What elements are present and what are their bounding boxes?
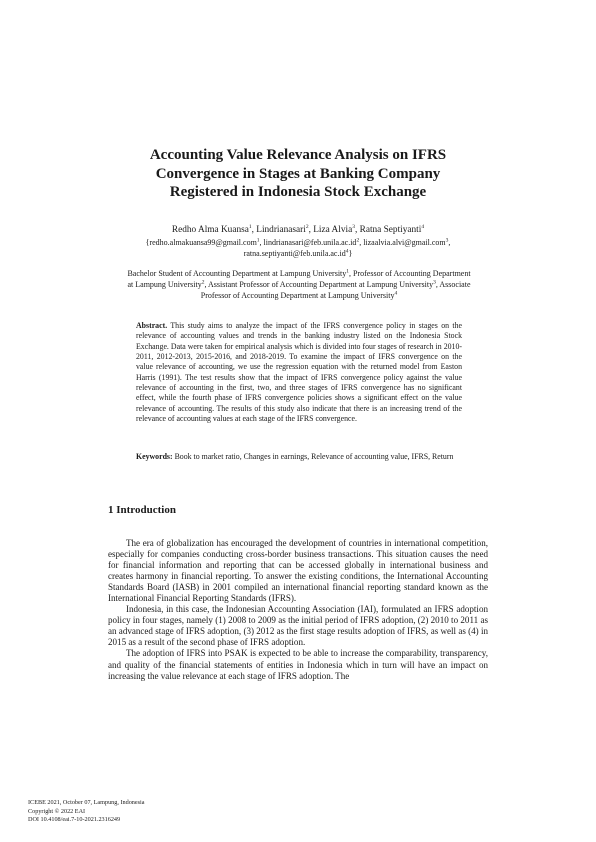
separator: , <box>308 225 314 235</box>
paragraph: The adoption of IFRS into PSAK is expected to be able to increase the comparability, transparency, and quality of the financial statements of entities in Indonesia which in turn will have an impact on increasing the value relevance at each stage of IFRS adoption. The <box>108 648 488 681</box>
brace: } <box>348 249 353 258</box>
author-index: 4 <box>421 223 425 230</box>
separator: , <box>354 225 360 235</box>
paragraph: The era of globalization has encouraged the development of countries in international competition, especially for companies conducting cross-border business transactions. This situation causes the need for financial information and reporting that can be accessed globally in international business and creates harmony in financial reporting. To answer the existing conditions, the International Accounting Standards Board (IASB) in 2001 compiled an international financial reporting standard known as the International Financial Reporting Standards (IFRS). <box>108 538 488 604</box>
copyright: Copyright © 2022 EAI <box>28 807 86 815</box>
affiliation-index: 4 <box>394 290 398 297</box>
paper-title <box>100 146 496 202</box>
affiliation: Bachelor Student of Accounting Department at Lampung University <box>127 269 347 278</box>
separator: , <box>251 225 257 235</box>
title-line: Registered in Indonesia Stock Exchange <box>169 184 427 200</box>
abstract-label: Abstract. <box>136 321 168 330</box>
abstract-text: This study aims to analyze the impact of the IFRS convergence policy in stages on the relevance of accounting values and trends in the banking industry listed on the Indonesia Stock Exchange. Data were taken for empirical analysis which is divided into four stages of research in 2010-2011, 2012-2013, 2015-2016, and 2018-2019. To examine the impact of IFRS convergence on the value relevance of accounting, we use the regression equation with the returned model from Easton Harris (1991). The test results show that the impact of IFRS convergence policy against the value relevance of accounting in the first, two, and three stages of IFRS convergence has no significant effect, while the fourth phase of IFRS convergence policies shows a significant effect on the value relevance of accounting. The results of this study also indicate that there is an increasing trend of the relevance of accounting values at each stage of the IFRS convergence. <box>136 321 462 424</box>
affiliation: , Assistant Professor of Accounting Department at Lampung University <box>204 280 434 289</box>
affiliation-index: 1 <box>346 268 350 275</box>
email-index: 1 <box>256 237 260 244</box>
doi[interactable]: DOI 10.4108/eai.7-10-2021.2316249 <box>28 816 121 824</box>
affiliations <box>124 268 474 301</box>
author-list <box>100 224 496 236</box>
affiliation: , Professor of Accounting Department at Lampung University <box>127 269 471 289</box>
section-heading: 1 Introduction <box>108 504 176 516</box>
section-body <box>108 538 488 682</box>
email-index: 3 <box>445 237 449 244</box>
title-line: Convergence in Stages at Banking Company <box>155 165 441 182</box>
email-link[interactable]: redho.almakuansa99@gmail.com <box>149 238 257 247</box>
affiliation-index: 3 <box>433 279 436 286</box>
author-name: Lindrianasari <box>256 225 306 235</box>
page-footer <box>28 799 145 825</box>
author-index: 3 <box>352 223 355 230</box>
author-name: Redho Alma Kuansa <box>171 225 249 235</box>
paragraph: Indonesia, in this case, the Indonesian Accounting Association (IAI), formulated an IFRS adoption policy in four stages, namely (1) 2008 to 2009 as the initial period of IFRS adoption, (2) 2010 to 2011 as an advanced stage of IFRS adoption, (3) 2012 as the first stage results adoption of IFRS, as well as (4) in 2015 as a result of the second phase of IFRS adoption. <box>108 604 488 648</box>
brace: { <box>145 238 150 247</box>
email-index: 4 <box>345 248 349 255</box>
email-link[interactable]: lizaalvia.alvi@gmail.com <box>363 238 446 247</box>
affiliation: , Associate Professor of Accounting Department at Lampung University <box>200 280 471 300</box>
affiliation-index: 2 <box>201 279 205 286</box>
keywords-label: Keywords: <box>136 452 173 461</box>
email-link[interactable]: lindrianasari@feb.unila.ac.id <box>263 238 357 247</box>
abstract <box>136 321 462 424</box>
author-emails <box>110 237 486 259</box>
author-index: 2 <box>305 223 309 230</box>
email-index: 2 <box>356 237 360 244</box>
author-index: 1 <box>248 223 252 230</box>
author-name: Ratna Septiyanti <box>359 225 422 235</box>
author-name: Liza Alvia <box>313 225 353 235</box>
email-link[interactable]: ratna.septiyanti@feb.unila.ac.id <box>243 249 346 258</box>
title-line: Accounting Value Relevance Analysis on IFRS <box>149 147 447 163</box>
separator: , <box>359 238 364 247</box>
separator: , <box>448 238 451 247</box>
conference-info: ICEBE 2021, October 07, Lampung, Indonesia <box>28 799 145 806</box>
separator: , <box>259 238 264 247</box>
keywords <box>136 452 462 463</box>
keywords-text: Book to market ratio, Changes in earnings, Relevance of accounting value, IFRS, Return <box>172 452 454 461</box>
